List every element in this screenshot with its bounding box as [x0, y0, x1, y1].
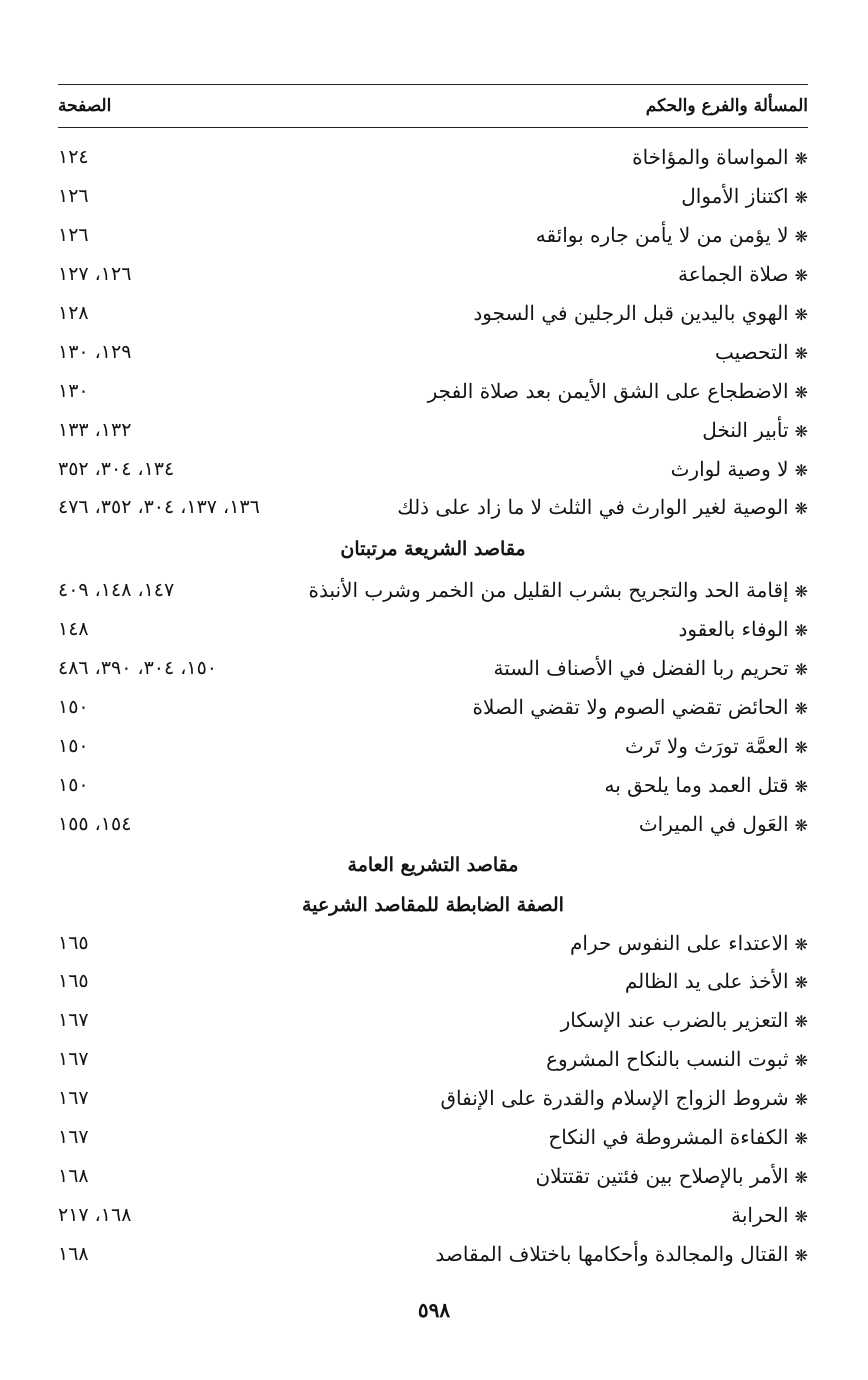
index-entry — [58, 804, 808, 843]
index-entry — [58, 1234, 808, 1273]
entry-pages: ١٢٩، ١٣٠ — [58, 340, 132, 363]
entry-pages: ١٥٠، ٣٠٤، ٣٩٠، ٤٨٦ — [58, 657, 218, 680]
index-entry — [58, 1079, 808, 1118]
index-entry — [58, 1118, 808, 1157]
index-entry — [58, 649, 808, 688]
entries-group-1 — [58, 138, 808, 527]
entry-text: المواساة والمؤاخاة — [632, 145, 789, 170]
index-entry — [58, 765, 808, 804]
index-entry — [58, 177, 808, 216]
index-entry — [58, 449, 808, 488]
topic-column-header: المسألة والفرع والحكم — [645, 96, 808, 116]
entry-pages: ١٦٧ — [58, 1126, 89, 1149]
entry-pages: ١٤٧، ١٤٨، ٤٠٩ — [58, 579, 175, 602]
entry-text: لا يؤمن من لا يأمن جاره بوائقه — [535, 223, 789, 248]
entry-pages: ١٥٠ — [58, 696, 89, 719]
index-entry — [58, 1195, 808, 1234]
index-entry — [58, 1040, 808, 1079]
entry-text: الحرابة — [731, 1202, 789, 1227]
entry-text: الأمر بالإصلاح بين فئتين تقتتلان — [535, 1163, 789, 1188]
entry-text: الهوي باليدين قبل الرجلين في السجود — [473, 301, 789, 325]
index-entry — [58, 1156, 808, 1195]
index-entry — [58, 294, 808, 333]
section-title: مقاصد الشريعة مرتبتان — [340, 537, 526, 560]
page-column-header: الصفحة — [58, 96, 112, 116]
entry-pages: ١٢٦ — [58, 185, 89, 208]
entry-pages: ١٢٤ — [58, 146, 89, 169]
entry-pages: ١٦٨ — [58, 1164, 89, 1187]
entry-pages: ١٣٤، ٣٠٤، ٣٥٢ — [58, 457, 175, 480]
index-entry — [58, 371, 808, 410]
bullet-icon: ❋ — [794, 149, 808, 169]
entry-text: العمَّة تورَث ولا تَرث — [625, 733, 789, 758]
bullet-icon: ❋ — [794, 1090, 808, 1110]
entry-pages: ١٦٧ — [58, 1009, 89, 1032]
entry-text: الوفاء بالعقود — [678, 617, 789, 642]
bullet-icon: ❋ — [794, 1051, 808, 1071]
bullet-icon: ❋ — [794, 776, 808, 796]
bullet-icon: ❋ — [794, 266, 808, 286]
entry-text: لا وصية لوارث — [670, 456, 789, 481]
bullet-icon: ❋ — [794, 660, 808, 680]
bullet-icon: ❋ — [794, 1245, 808, 1265]
bullet-icon: ❋ — [794, 1167, 808, 1187]
entry-text: ثبوت النسب بالنكاح المشروع — [546, 1047, 789, 1072]
index-entry — [58, 726, 808, 765]
bullet-icon: ❋ — [794, 1012, 808, 1032]
entry-pages: ١٦٥ — [58, 931, 89, 954]
index-entry — [58, 255, 808, 294]
index-entry — [58, 216, 808, 255]
bullet-icon: ❋ — [794, 815, 808, 835]
entry-text: الكفاءة المشروطة في النكاح — [548, 1125, 789, 1150]
entry-pages: ١٦٨، ٢١٧ — [58, 1203, 132, 1226]
entry-pages: ١٢٦، ١٢٧ — [58, 263, 132, 286]
entry-text: القتال والمجالدة وأحكامها باختلاف المقاصد — [435, 1241, 789, 1266]
index-entry — [58, 488, 808, 527]
entries-group-2 — [58, 571, 808, 843]
entry-pages: ١٢٦ — [58, 224, 89, 247]
bullet-icon: ❋ — [794, 343, 808, 363]
bullet-icon: ❋ — [794, 188, 808, 208]
section-subtitle: الصفة الضابطة للمقاصد الشرعية — [302, 894, 564, 917]
entry-pages: ١٥٤، ١٥٥ — [58, 812, 132, 835]
entry-text: تحريم ربا الفضل في الأصناف الستة — [493, 656, 789, 681]
entry-pages: ١٦٧ — [58, 1048, 89, 1071]
entry-text: اكتناز الأموال — [681, 184, 789, 209]
bullet-icon: ❋ — [794, 737, 808, 757]
bullet-icon: ❋ — [794, 699, 808, 719]
bullet-icon: ❋ — [794, 1129, 808, 1149]
index-entry — [58, 332, 808, 371]
entry-text: التعزير بالضرب عند الإسكار — [560, 1008, 789, 1033]
entry-pages: ١٣٠ — [58, 379, 89, 402]
bullet-icon: ❋ — [794, 1206, 808, 1226]
entry-pages: ١٦٧ — [58, 1087, 89, 1110]
entry-text: العَول في الميراث — [638, 811, 789, 836]
entry-text: الأخذ على يد الظالم — [624, 969, 789, 994]
entry-text: الاعتداء على النفوس حرام — [570, 930, 789, 955]
entry-pages: ١٥٠ — [58, 734, 89, 757]
entry-text: قتل العمد وما يلحق به — [604, 772, 789, 797]
entry-text: صلاة الجماعة — [677, 262, 789, 287]
entry-pages: ١٤٨ — [58, 618, 89, 641]
entry-pages: ١٥٠ — [58, 773, 89, 796]
entry-text: الاضطجاع على الشق الأيمن بعد صلاة الفجر — [427, 378, 789, 403]
index-entry — [58, 688, 808, 727]
entries-group-3 — [58, 923, 808, 1273]
index-entry — [58, 923, 808, 962]
index-page — [58, 84, 808, 1273]
entry-pages: ١٦٨ — [58, 1242, 89, 1265]
entry-text: تأبير النخل — [702, 417, 789, 442]
entry-text: الوصية لغير الوارث في الثلث لا ما زاد على ذلك — [397, 495, 789, 520]
index-entry — [58, 1001, 808, 1040]
bullet-icon: ❋ — [794, 582, 808, 602]
entry-text: شروط الزواج الإسلام والقدرة على الإنفاق — [440, 1086, 789, 1111]
bullet-icon: ❋ — [794, 305, 808, 324]
bullet-icon: ❋ — [794, 421, 808, 441]
bullet-icon: ❋ — [794, 499, 808, 519]
entry-pages: ١٦٥ — [58, 970, 89, 993]
section-title: مقاصد التشريع العامة — [347, 854, 519, 877]
page-number: ٥٩٨ — [417, 1298, 451, 1322]
index-entry — [58, 410, 808, 449]
entry-text: التحصيب — [714, 339, 789, 364]
bullet-icon: ❋ — [794, 460, 808, 480]
table-header — [58, 85, 808, 127]
entry-text: الحائض تقضي الصوم ولا تقضي الصلاة — [472, 695, 789, 720]
entry-pages: ١٣٢، ١٣٣ — [58, 418, 132, 441]
bullet-icon: ❋ — [794, 934, 808, 954]
bullet-icon: ❋ — [794, 621, 808, 641]
entry-text: إقامة الحد والتجريح بشرب القليل من الخمر وشرب الأنبذة — [308, 578, 789, 603]
bullet-icon: ❋ — [794, 227, 808, 247]
entry-pages: ١٣٦، ١٣٧، ٣٠٤، ٣٥٢، ٤٧٦ — [58, 496, 260, 519]
index-entry — [58, 610, 808, 649]
entry-pages: ١٢٨ — [58, 302, 89, 324]
index-entry — [58, 571, 808, 610]
index-entry — [58, 962, 808, 1001]
bullet-icon: ❋ — [794, 973, 808, 993]
index-entry — [58, 138, 808, 177]
bullet-icon: ❋ — [794, 382, 808, 402]
